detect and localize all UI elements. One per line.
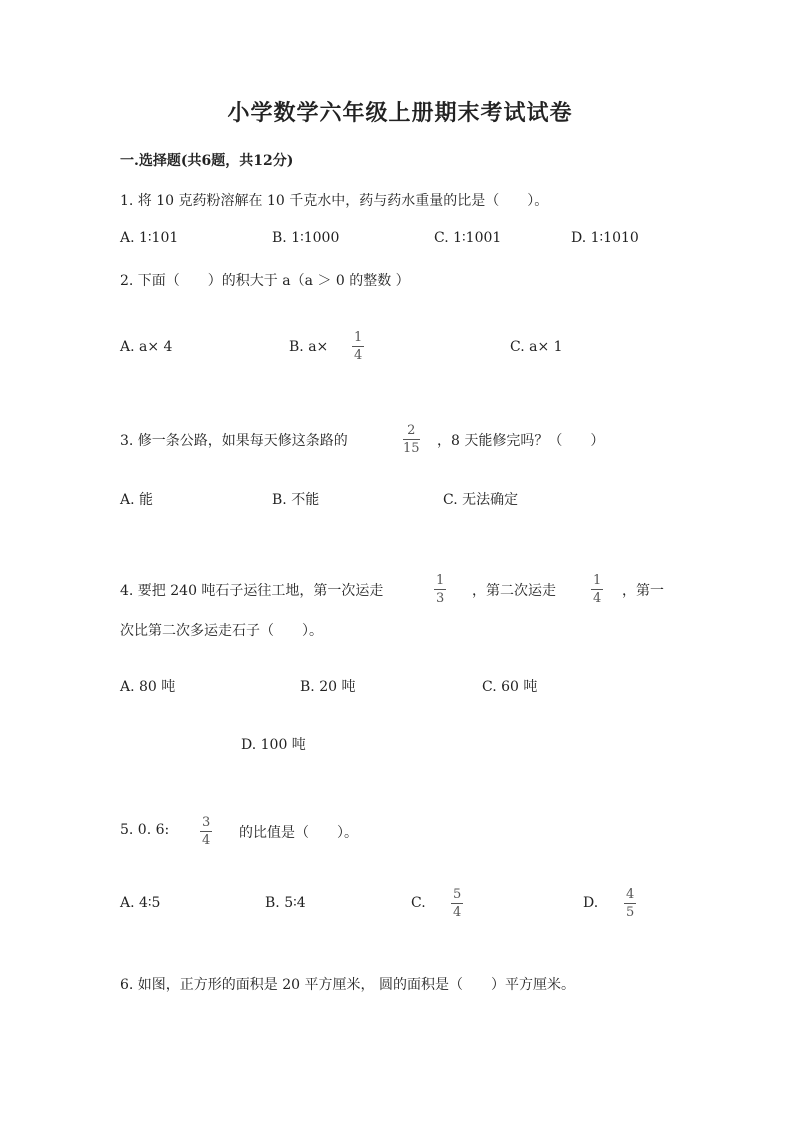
question-4-option-a: A. 80 吨 [120, 679, 176, 695]
question-5-option-d-label: D. [583, 895, 599, 911]
page-title: 小学数学六年级上册期末考试试卷 [227, 100, 573, 126]
question-4-option-d: D. 100 吨 [241, 737, 306, 753]
question-3-stem-prefix: 3. 修一条公路，如果每天修这条路的 [120, 433, 348, 449]
question-4-fraction-2 [591, 574, 603, 605]
question-2-stem: 2. 下面（ ）的积大于 a（a ＞ 0 的整数 ） [120, 273, 410, 289]
question-5-stem-suffix: 的比值是（ ）。 [239, 825, 358, 841]
question-1-option-b: B. 1∶1000 [272, 230, 340, 246]
question-5-option-a: A. 4∶5 [120, 895, 161, 911]
question-4-fraction-1 [434, 574, 446, 605]
question-5-option-c-label: C. [411, 895, 426, 911]
question-6-stem: 6. 如图，正方形的面积是 20 平方厘米， 圆的面积是（ ）平方厘米。 [120, 977, 575, 993]
question-2-option-b: B. a× [289, 339, 329, 355]
fraction-denominator: 5 [626, 905, 635, 920]
question-4-option-b: B. 20 吨 [300, 679, 356, 695]
question-4-stem-part2: ，第二次运走 [472, 583, 556, 599]
fraction-denominator: 4 [593, 591, 602, 606]
question-4-option-c: C. 60 吨 [482, 679, 538, 695]
question-4-stem-part1: 4. 要把 240 吨石子运往工地，第一次运走 [120, 583, 384, 599]
question-3-stem-suffix: ，8 天能修完吗？（ ） [437, 433, 605, 449]
question-1-option-a: A. 1∶101 [120, 230, 179, 246]
question-5-option-c-fraction [451, 888, 463, 919]
fraction-numerator: 1 [436, 573, 445, 588]
fraction-denominator: 4 [202, 833, 211, 848]
fraction-numerator: 3 [202, 815, 211, 830]
fraction-numerator: 2 [407, 423, 416, 438]
fraction-numerator: 1 [593, 573, 602, 588]
question-1-stem: 1. 将 10 克药粉溶解在 10 千克水中，药与药水重量的比是（ ）。 [120, 193, 549, 209]
question-5-option-b: B. 5∶4 [265, 895, 306, 911]
question-3-option-b: B. 不能 [272, 492, 320, 508]
question-3-option-c: C. 无法确定 [443, 492, 519, 508]
fraction-denominator: 4 [453, 905, 462, 920]
question-3-fraction [403, 424, 420, 455]
question-3-option-a: A. 能 [120, 492, 154, 508]
fraction-numerator: 1 [354, 330, 363, 345]
question-1-option-c: C. 1∶1001 [434, 230, 502, 246]
question-2-option-a: A. a× 4 [120, 339, 173, 355]
fraction-denominator: 15 [403, 441, 420, 456]
section-heading: 一.选择题(共6题，共12分) [120, 153, 294, 169]
question-4-stem-line2: 次比第二次多运走石子（ ）。 [120, 623, 323, 639]
fraction-denominator: 4 [354, 348, 363, 363]
question-4-stem-part3: ，第一 [622, 583, 664, 599]
question-5-stem-prefix: 5. 0. 6: [120, 822, 170, 838]
question-5-fraction [200, 816, 212, 847]
question-2-option-b-fraction [352, 331, 364, 362]
fraction-numerator: 4 [626, 887, 635, 902]
fraction-numerator: 5 [453, 887, 462, 902]
question-5-option-d-fraction [624, 888, 636, 919]
question-2-option-c: C. a× 1 [510, 339, 563, 355]
question-1-option-d: D. 1∶1010 [571, 230, 639, 246]
fraction-denominator: 3 [436, 591, 445, 606]
